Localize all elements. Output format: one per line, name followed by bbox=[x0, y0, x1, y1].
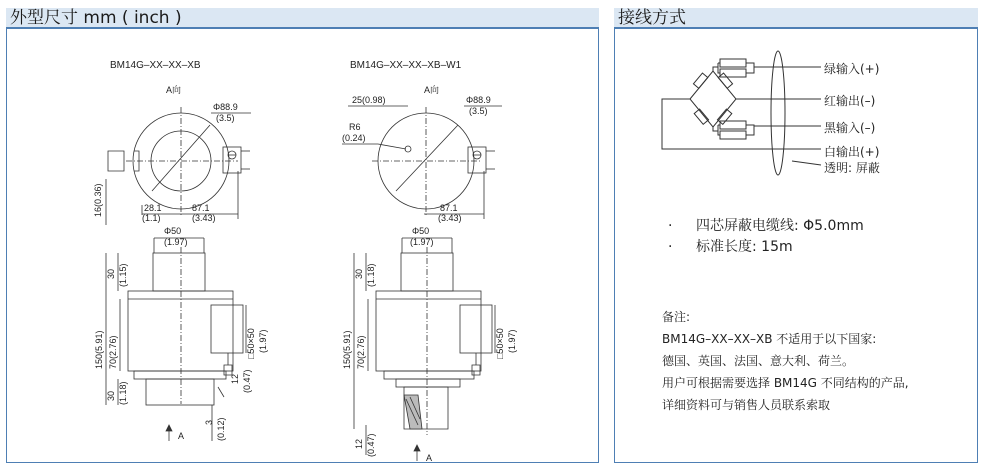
d2-view-a: A向 bbox=[424, 85, 440, 95]
bullet: · bbox=[668, 218, 673, 234]
wire-label-shield: 透明: 屏蔽 bbox=[824, 161, 880, 175]
d2-r6: R6 bbox=[349, 122, 361, 132]
wiring-panel-header bbox=[614, 8, 978, 29]
d2-dim-871: 87.1 bbox=[440, 203, 458, 213]
spec-item-length: · 标准长度: 15m bbox=[668, 237, 864, 258]
d1-h30-in: (1.15) bbox=[118, 263, 128, 287]
d2-box50: □50×50 bbox=[495, 328, 505, 359]
d2-h30: 30 bbox=[354, 268, 364, 279]
d1-dia-outer-in: (3.5) bbox=[216, 113, 235, 123]
dimensions-panel-header bbox=[6, 8, 599, 29]
d2-arrow-a: A bbox=[426, 453, 433, 463]
d1-dia-top: Φ50 bbox=[164, 226, 182, 236]
d1-arrow-a: A bbox=[178, 431, 185, 441]
d1-dim3-in: (0.12) bbox=[216, 417, 226, 441]
spec-item-cable: · 四芯屏蔽电缆线: Φ5.0mm bbox=[668, 216, 864, 237]
d2-body bbox=[376, 291, 481, 371]
d2-r6-in: (0.24) bbox=[342, 133, 366, 143]
wire-label-green: 绿输入(+) bbox=[824, 62, 880, 76]
d1-dim-281: 28.1 bbox=[144, 203, 162, 213]
d1-left-height: 16(0.36) bbox=[93, 183, 103, 217]
d1-dim12: 12 bbox=[230, 373, 240, 384]
d2-dia-top-in: (1.97) bbox=[410, 237, 434, 247]
wiring-diagram bbox=[614, 29, 978, 189]
d1-dim12-in: (0.47) bbox=[242, 369, 252, 393]
notes-line: 详细资料可与销售人员联系索取 bbox=[662, 398, 831, 412]
d1-bottom30-in: (1.18) bbox=[118, 381, 128, 405]
d1-view-a: A向 bbox=[166, 85, 182, 95]
d2-dim12-in: (0.47) bbox=[366, 433, 376, 457]
d2-outer-circle bbox=[378, 113, 474, 209]
dimension-drawings bbox=[6, 29, 599, 463]
d1-box50-in: (1.97) bbox=[258, 329, 268, 353]
wire-label-red: 红输出(–) bbox=[824, 94, 876, 108]
spec-list bbox=[668, 216, 864, 258]
wire-label-white: 白输出(+) bbox=[824, 145, 880, 159]
d1-box50: □50×50 bbox=[246, 328, 256, 359]
d2-dim12: 12 bbox=[354, 438, 364, 449]
bullet: · bbox=[668, 239, 673, 255]
notes-heading: 备注: bbox=[662, 310, 691, 324]
d2-box50-in: (1.97) bbox=[507, 329, 517, 353]
d2-dia-top: Φ50 bbox=[412, 226, 430, 236]
notes-line: 德国、英国、法国、意大利、荷兰。 bbox=[662, 354, 855, 368]
wiring-panel-title: 接线方式 bbox=[618, 8, 686, 28]
d2-h70: 70(2.76) bbox=[356, 335, 366, 369]
d2-dim-871-in: (3.43) bbox=[438, 213, 462, 223]
d2-dim25: 25(0.98) bbox=[352, 95, 386, 105]
d2-h150: 150(5.91) bbox=[342, 330, 352, 369]
wire-label-black: 黑输入(–) bbox=[824, 121, 876, 135]
d1-top-cylinder bbox=[153, 253, 205, 291]
d1-dim-871-in: (3.43) bbox=[192, 213, 216, 223]
d1-dim3: 3 bbox=[204, 419, 214, 425]
d2-dia-outer-in: (3.5) bbox=[469, 106, 488, 116]
d1-model: BM14G–XX–XX–XB bbox=[110, 60, 201, 71]
d1-h70: 70(2.76) bbox=[108, 335, 118, 369]
notes-line: 用户可根据需要选择 BM14G 不同结构的产品, bbox=[662, 376, 909, 390]
d1-dia-outer: Φ88.9 bbox=[213, 102, 238, 112]
d1-body bbox=[128, 291, 233, 371]
d2-dia-outer: Φ88.9 bbox=[466, 95, 491, 105]
notes-line: BM14G–XX–XX–XB 不适用于以下国家: bbox=[662, 332, 877, 346]
notes-block bbox=[662, 306, 909, 416]
dimensions-panel-title: 外型尺寸 mm ( inch ) bbox=[10, 8, 182, 28]
d1-h150: 150(5.91) bbox=[94, 330, 104, 369]
d1-h30: 30 bbox=[106, 268, 116, 279]
d1-dim-871: 87.1 bbox=[192, 203, 210, 213]
d2-model: BM14G–XX–XX–XB–W1 bbox=[350, 60, 462, 71]
d1-dia-top-in: (1.97) bbox=[164, 237, 188, 247]
d1-bottom30: 30 bbox=[106, 390, 116, 401]
d2-h30-in: (1.18) bbox=[366, 263, 376, 287]
d1-dim-281-in: (1.1) bbox=[142, 213, 161, 223]
